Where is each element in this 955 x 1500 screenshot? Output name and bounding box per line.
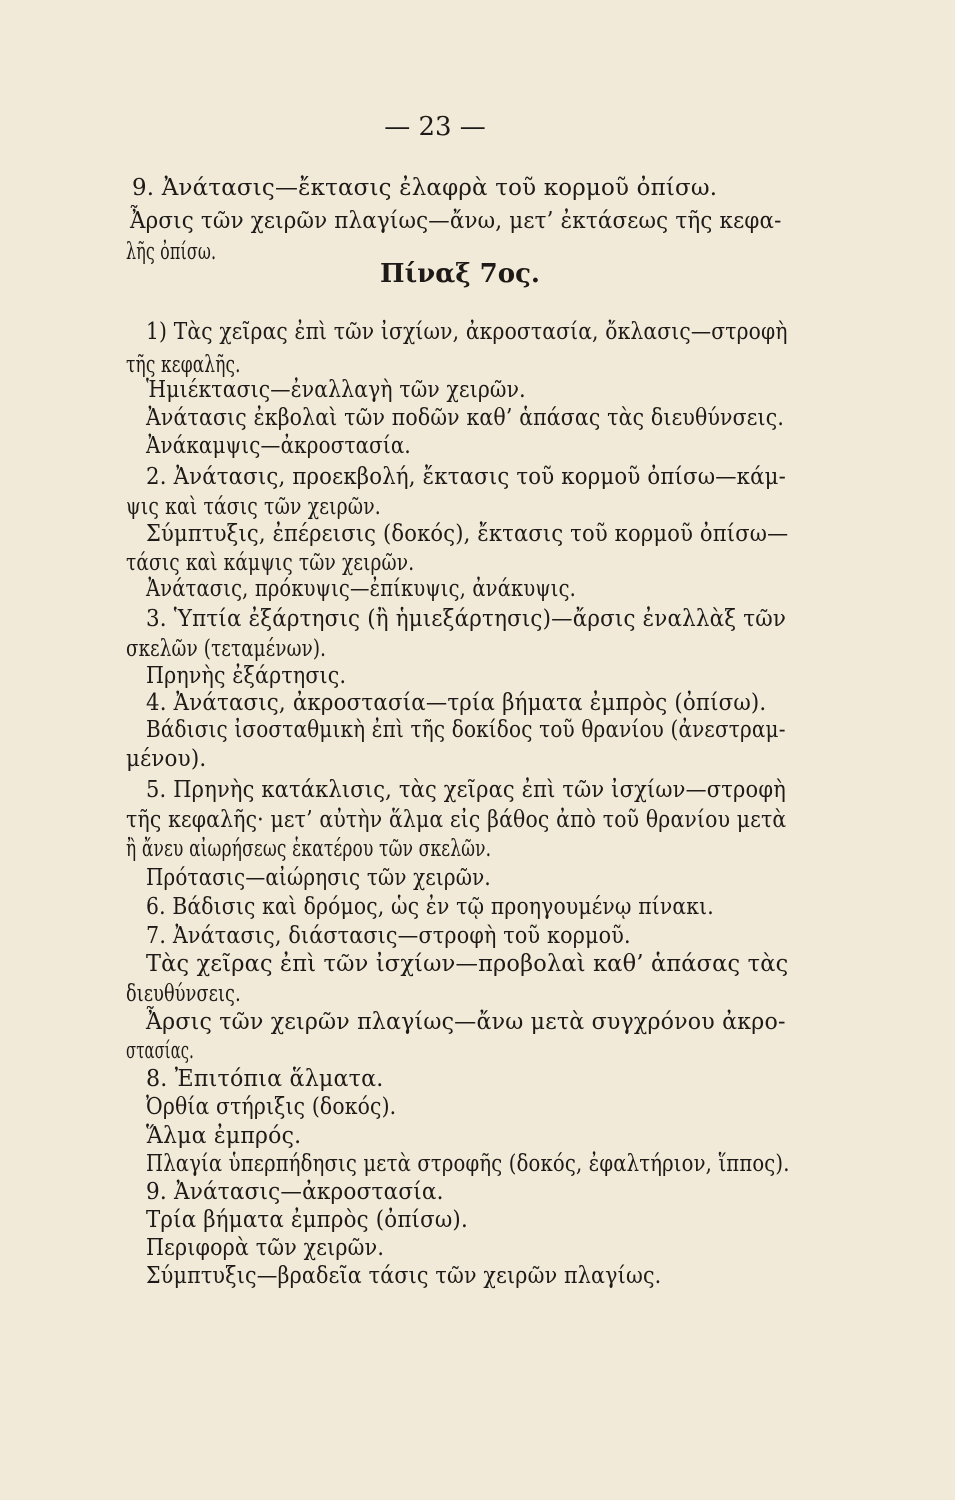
text-line: 4. Ἀνάτασις, ἀκροστασία—τρία βήματα ἐμπρὸς (ὀπίσω).: [146, 690, 767, 716]
text-line: Ὀρθία στήριξις (δοκός).: [146, 1094, 397, 1120]
text-line: ἢ ἄνευ αἰωρήσεως ἑκατέρου τῶν σκελῶν.: [126, 836, 492, 862]
text-line: Ἅλμα ἐμπρός.: [146, 1123, 302, 1149]
text-line: 3. Ὑπτία ἐξάρτησις (ἢ ἡμιεξάρτησις)—ἄρσις ἐναλλὰξ τῶν: [146, 606, 787, 632]
text-line: Ἀνάτασις ἐκβολαὶ τῶν ποδῶν καθ’ ἁπάσας τὰς διευθύνσεις.: [146, 405, 785, 431]
page-title: Πίναξ 7ος.: [380, 259, 540, 289]
text-line: Τρία βήματα ἐμπρὸς (ὀπίσω).: [146, 1207, 468, 1233]
text-line: τῆς κεφαλῆς.: [126, 352, 241, 378]
text-line: Πρότασις—αἰώρησις τῶν χειρῶν.: [146, 865, 491, 891]
page-number: — 23 —: [384, 112, 486, 142]
text-line: Τὰς χεῖρας ἐπὶ τῶν ἰσχίων—προβολαὶ καθ’ ἁπάσας τὰς: [146, 951, 789, 977]
text-line: Ἆρσις τῶν χειρῶν πλαγίως—ἄνω μετὰ συγχρόνου ἀκρο-: [146, 1009, 786, 1035]
text-line: Πλαγία ὑπερπήδησις μετὰ στροφῆς (δοκός, ἐφαλτήριον, ἵππος).: [146, 1151, 790, 1177]
text-line: 7. Ἀνάτασις, διάστασις—στροφὴ τοῦ κορμοῦ.: [146, 923, 631, 949]
text-line: Πρηνὴς ἐξάρτησις.: [146, 663, 347, 689]
text-line: Ἆρσις τῶν χειρῶν πλαγίως—ἄνω, μετ’ ἐκτάσεως τῆς κεφα-: [130, 208, 782, 234]
text-line: Ἀνάκαμψις—ἀκροστασία.: [146, 433, 411, 459]
text-line: 9. Ἀνάτασις—ἀκροστασία.: [146, 1179, 444, 1205]
text-line: Σύμπτυξις—βραδεῖα τάσις τῶν χειρῶν πλαγίως.: [146, 1263, 662, 1289]
text-line: 1) Τὰς χεῖρας ἐπὶ τῶν ἰσχίων, ἀκροστασία, ὄκλασις—στροφὴ: [146, 319, 788, 345]
text-line: Σύμπτυξις, ἐπέρεισις (δοκός), ἔκτασις τοῦ κορμοῦ ὀπίσω—: [146, 521, 789, 547]
text-line: 2. Ἀνάτασις, προεκβολή, ἔκτασις τοῦ κορμοῦ ὀπίσω—κάμ-: [146, 464, 786, 490]
text-line: Ἀνάτασις, πρόκυψις—ἐπίκυψις, ἀνάκυψις.: [146, 576, 577, 602]
text-line: Περιφορὰ τῶν χειρῶν.: [146, 1235, 385, 1261]
text-line: 9. Ἀνάτασις—ἔκτασις ἐλαφρὰ τοῦ κορμοῦ ὀπίσω.: [132, 175, 718, 201]
text-line: 8. Ἐπιτόπια ἅλματα.: [146, 1066, 384, 1092]
text-line: μένου).: [126, 746, 207, 772]
text-line: τάσις καὶ κάμψις τῶν χειρῶν.: [126, 550, 415, 576]
text-line: λῆς ὀπίσω.: [126, 239, 217, 265]
text-line: τῆς κεφαλῆς· μετ’ αὐτὴν ἅλμα εἰς βάθος ἀπὸ τοῦ θρανίου μετὰ: [126, 807, 787, 833]
text-line: σκελῶν (τεταμένων).: [126, 636, 327, 662]
text-line: 5. Πρηνὴς κατάκλισις, τὰς χεῖρας ἐπὶ τῶν ἰσχίων—στροφὴ: [146, 777, 786, 803]
text-line: διευθύνσεις.: [126, 981, 241, 1007]
text-line: ψις καὶ τάσις τῶν χειρῶν.: [126, 494, 381, 520]
text-line: στασίας.: [126, 1038, 194, 1064]
text-line: 6. Βάδισις καὶ δρόμος, ὡς ἐν τῷ προηγουμένῳ πίνακι.: [146, 894, 714, 920]
text-line: Ἡμιέκτασις—ἐναλλαγὴ τῶν χειρῶν.: [146, 377, 526, 403]
text-line: Βάδισις ἰσοσταθμικὴ ἐπὶ τῆς δοκίδος τοῦ θρανίου (ἀνεστραμ-: [146, 717, 786, 743]
